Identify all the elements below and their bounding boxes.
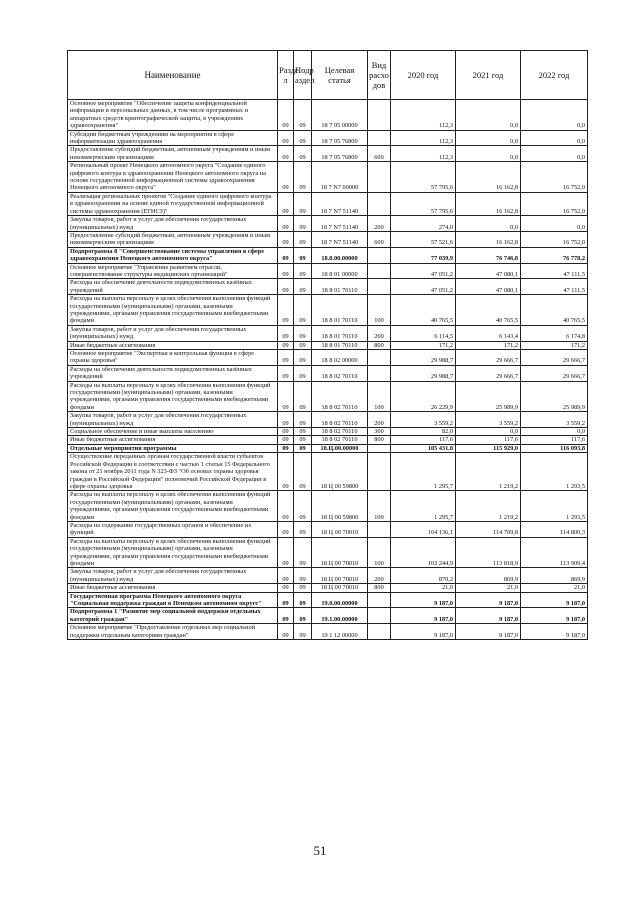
- row-2020: 112,3: [391, 130, 456, 146]
- row-statya: 18 7 N7 51140: [312, 231, 368, 247]
- row-2020: 274,0: [391, 216, 456, 232]
- row-2020: 9 187,0: [391, 592, 456, 608]
- row-2021: 0,0: [456, 216, 521, 232]
- row-2022: 9 187,0: [521, 624, 588, 640]
- row-2021: 9 187,0: [456, 624, 521, 640]
- row-2021: 0,0: [456, 146, 521, 162]
- row-podrazdel: 09: [294, 412, 312, 428]
- table-row: [68, 444, 588, 452]
- row-razdel: 09: [278, 381, 294, 412]
- row-2022: 171,2: [521, 341, 588, 349]
- table-row: [68, 381, 588, 412]
- row-razdel: 09: [278, 444, 294, 452]
- row-2021: 16 162,8: [456, 192, 521, 215]
- table-row: [68, 216, 588, 232]
- row-2020: 1 295,7: [391, 453, 456, 491]
- row-podrazdel: 09: [294, 365, 312, 381]
- table-row: [68, 428, 588, 436]
- table-row: [68, 521, 588, 537]
- row-vid: [368, 365, 391, 381]
- row-razdel: 09: [278, 436, 294, 444]
- row-2022: 117,6: [521, 436, 588, 444]
- row-statya: 18 8 02 00000: [312, 350, 368, 366]
- row-2022: 0,0: [521, 146, 588, 162]
- row-2021: 47 080,1: [456, 263, 521, 279]
- row-statya: 18 Ц 00 70010: [312, 521, 368, 537]
- row-2020: 112,3: [391, 100, 456, 131]
- table-row: [68, 624, 588, 640]
- row-2021: 3 559,2: [456, 412, 521, 428]
- row-razdel: 09: [278, 608, 294, 624]
- row-2020: 117,6: [391, 436, 456, 444]
- row-statya: 18 8 02 70110: [312, 365, 368, 381]
- row-name: Основное мероприятие "Обеспечение защиты конфиденциальной информации и персональных данных, в том числе программных и аппаратных средств криптографической защиты, в учреждениях здравоохранения": [68, 100, 278, 131]
- row-podrazdel: 09: [294, 247, 312, 263]
- table-row: [68, 146, 588, 162]
- row-2022: 0,0: [521, 216, 588, 232]
- row-name: Расходы на обеспечение деятельности подведомственных казённых учреждений: [68, 279, 278, 295]
- row-podrazdel: 09: [294, 381, 312, 412]
- row-statya: 19.1.00.00000: [312, 608, 368, 624]
- row-vid: [368, 263, 391, 279]
- row-podrazdel: 09: [294, 444, 312, 452]
- row-razdel: 09: [278, 341, 294, 349]
- table-row: [68, 568, 588, 584]
- table-row: [68, 584, 588, 592]
- row-2022: 1 293,5: [521, 491, 588, 522]
- row-razdel: 09: [278, 231, 294, 247]
- row-2022: 40 765,5: [521, 295, 588, 326]
- row-podrazdel: 09: [294, 491, 312, 522]
- row-2022: 21,0: [521, 584, 588, 592]
- row-razdel: 09: [278, 325, 294, 341]
- row-vid: [368, 444, 391, 452]
- row-statya: 18 Ц 00 70010: [312, 584, 368, 592]
- row-statya: 18.Ц.00.00000: [312, 444, 368, 452]
- row-podrazdel: 09: [294, 216, 312, 232]
- row-vid: [368, 279, 391, 295]
- row-2022: 0,0: [521, 100, 588, 131]
- row-vid: 100: [368, 537, 391, 568]
- table-row: [68, 365, 588, 381]
- row-2020: 9 187,0: [391, 608, 456, 624]
- row-vid: [368, 100, 391, 131]
- row-podrazdel: 09: [294, 341, 312, 349]
- table-row: [68, 436, 588, 444]
- row-razdel: 09: [278, 130, 294, 146]
- row-2022: 113 909,4: [521, 537, 588, 568]
- row-2021: 0,0: [456, 428, 521, 436]
- row-vid: 800: [368, 341, 391, 349]
- table-row: [68, 412, 588, 428]
- row-razdel: 09: [278, 247, 294, 263]
- row-statya: 19 1 12 00000: [312, 624, 368, 640]
- table-row: [68, 247, 588, 263]
- row-2021: 40 765,5: [456, 295, 521, 326]
- row-razdel: 09: [278, 412, 294, 428]
- row-statya: 18 8 01 00000: [312, 263, 368, 279]
- row-2022: 47 111,5: [521, 263, 588, 279]
- table-row: [68, 231, 588, 247]
- header-2022: 2022 год: [521, 51, 588, 100]
- row-podrazdel: 09: [294, 279, 312, 295]
- row-podrazdel: 09: [294, 162, 312, 193]
- row-vid: 300: [368, 428, 391, 436]
- row-2021: 9 187,0: [456, 592, 521, 608]
- row-name: Субсидии бюджетным учреждениям на мероприятия в сфере информатизации здравоохранения: [68, 130, 278, 146]
- table-row: [68, 279, 588, 295]
- row-razdel: 09: [278, 350, 294, 366]
- row-vid: 200: [368, 412, 391, 428]
- row-statya: 18 8 01 70110: [312, 295, 368, 326]
- row-2021: 29 666,7: [456, 365, 521, 381]
- row-2022: 29 666,7: [521, 350, 588, 366]
- row-vid: 600: [368, 231, 391, 247]
- row-statya: 18 7 N7 51140: [312, 216, 368, 232]
- row-name: Расходы на выплаты персоналу в целях обеспечения выполнения функций государственными (муниципальными) органами, казенными учреждениями, органами управления государственными внебюджетными фондами: [68, 381, 278, 412]
- row-2021: 16 162,8: [456, 162, 521, 193]
- table-row: [68, 100, 588, 131]
- row-statya: 18 8 01 70110: [312, 325, 368, 341]
- table-row: [68, 162, 588, 193]
- row-podrazdel: 09: [294, 624, 312, 640]
- row-razdel: 09: [278, 491, 294, 522]
- row-razdel: 09: [278, 279, 294, 295]
- row-razdel: 09: [278, 100, 294, 131]
- row-podrazdel: 09: [294, 428, 312, 436]
- row-razdel: 09: [278, 521, 294, 537]
- row-statya: 18 7 05 00000: [312, 100, 368, 131]
- row-2021: 114 709,8: [456, 521, 521, 537]
- row-vid: [368, 247, 391, 263]
- row-statya: 18 Ц 00 70010: [312, 537, 368, 568]
- row-vid: [368, 192, 391, 215]
- row-2021: 1 219,2: [456, 491, 521, 522]
- row-2022: 3 559,2: [521, 412, 588, 428]
- row-2020: 57 521,6: [391, 231, 456, 247]
- row-2020: 21,0: [391, 584, 456, 592]
- row-podrazdel: 09: [294, 584, 312, 592]
- row-podrazdel: 09: [294, 263, 312, 279]
- row-statya: 18 7 05 76800: [312, 130, 368, 146]
- row-name: Расходы на выплаты персоналу в целях обеспечения выполнения функций государственными (муниципальными) органами, казенными учреждениями, органами управления государственными внебюджетными фондами: [68, 491, 278, 522]
- row-statya: 18 8 02 70110: [312, 428, 368, 436]
- row-razdel: 09: [278, 584, 294, 592]
- row-2021: 9 187,0: [456, 608, 521, 624]
- row-razdel: 09: [278, 568, 294, 584]
- row-vid: 800: [368, 584, 391, 592]
- row-2022: 116 093,8: [521, 444, 588, 452]
- row-name: Реализация региональных проектов "Создание единого цифрового контура в здравоохранении на основе единой государственной информационной системы здравоохранения (ЕГИСЗ)": [68, 192, 278, 215]
- row-2021: 171,2: [456, 341, 521, 349]
- row-2021: 29 666,7: [456, 350, 521, 366]
- row-statya: 18 Ц 00 70010: [312, 568, 368, 584]
- row-2021: 6 143,4: [456, 325, 521, 341]
- row-2021: 0,0: [456, 100, 521, 131]
- row-name: Иные бюджетные ассигнования: [68, 436, 278, 444]
- row-podrazdel: 09: [294, 568, 312, 584]
- row-statya: 18 8 01 70110: [312, 341, 368, 349]
- row-statya: 18 8 02 70110: [312, 381, 368, 412]
- row-2021: 47 080,1: [456, 279, 521, 295]
- row-2021: 1 219,2: [456, 453, 521, 491]
- row-2020: 105 431,8: [391, 444, 456, 452]
- row-vid: 600: [368, 146, 391, 162]
- header-2020: 2020 год: [391, 51, 456, 100]
- row-2020: 112,3: [391, 146, 456, 162]
- row-razdel: 09: [278, 216, 294, 232]
- row-2022: 9 187,0: [521, 592, 588, 608]
- row-2022: 0,0: [521, 130, 588, 146]
- row-vid: 200: [368, 568, 391, 584]
- row-podrazdel: 09: [294, 537, 312, 568]
- row-razdel: 09: [278, 537, 294, 568]
- table-row: [68, 350, 588, 366]
- row-statya: 18 7 N7 51140: [312, 192, 368, 215]
- row-2020: 3 559,2: [391, 412, 456, 428]
- row-2022: 6 174,8: [521, 325, 588, 341]
- page-number: 51: [313, 843, 327, 858]
- row-2020: 9 187,0: [391, 624, 456, 640]
- row-2021: 0,0: [456, 130, 521, 146]
- row-vid: [368, 521, 391, 537]
- row-2021: 117,6: [456, 436, 521, 444]
- row-2022: 16 752,0: [521, 231, 588, 247]
- row-2020: 104 136,1: [391, 521, 456, 537]
- row-2020: 57 795,6: [391, 162, 456, 193]
- table-row: [68, 325, 588, 341]
- row-name: Основное мероприятие "Предоставление отдельных мер социальной поддержки отдельным категориям граждан": [68, 624, 278, 640]
- row-2021: 869,9: [456, 568, 521, 584]
- row-name: Государственная программа Ненецкого автономного округа "Социальная поддержка граждан в Ненецком автономном округе": [68, 592, 278, 608]
- row-statya: 18 8 01 70110: [312, 279, 368, 295]
- row-2020: 47 051,2: [391, 279, 456, 295]
- row-2020: 40 765,5: [391, 295, 456, 326]
- header-statya: Целевая статья: [312, 51, 368, 100]
- header-row: [68, 51, 588, 100]
- row-name: Закупка товаров, работ и услуг для обеспечения государственных (муниципальных) нужд: [68, 412, 278, 428]
- row-statya: 18 Ц 00 59800: [312, 453, 368, 491]
- row-vid: 200: [368, 325, 391, 341]
- row-vid: [368, 608, 391, 624]
- row-podrazdel: 09: [294, 453, 312, 491]
- row-vid: 200: [368, 216, 391, 232]
- row-name: Иные бюджетные ассигнования: [68, 584, 278, 592]
- row-2022: 1 293,5: [521, 453, 588, 491]
- header-2021: 2021 год: [456, 51, 521, 100]
- row-2022: 25 989,9: [521, 381, 588, 412]
- row-2022: 16 752,0: [521, 192, 588, 215]
- row-2021: 16 162,8: [456, 231, 521, 247]
- row-razdel: 09: [278, 192, 294, 215]
- row-2020: 26 229,9: [391, 381, 456, 412]
- row-vid: [368, 130, 391, 146]
- row-statya: 18 7 05 76800: [312, 146, 368, 162]
- row-podrazdel: 09: [294, 608, 312, 624]
- row-2020: 29 988,7: [391, 365, 456, 381]
- row-vid: [368, 624, 391, 640]
- row-name: Подпрограмма 1 "Развитие мер социальной поддержки отдельных категорий граждан": [68, 608, 278, 624]
- row-name: Закупка товаров, работ и услуг для обеспечения государственных (муниципальных) нужд: [68, 325, 278, 341]
- row-2022: 29 666,7: [521, 365, 588, 381]
- row-vid: [368, 162, 391, 193]
- row-vid: [368, 453, 391, 491]
- row-razdel: 09: [278, 592, 294, 608]
- row-name: Предоставление субсидий бюджетным, автономным учреждениям и иным некоммерческим организациям: [68, 231, 278, 247]
- row-statya: 19.0.00.00000: [312, 592, 368, 608]
- row-statya: 18 7 N7 00000: [312, 162, 368, 193]
- header-vid: Вид расхо дов: [368, 51, 391, 100]
- row-2022: 0,0: [521, 428, 588, 436]
- row-name: Основное мероприятие "Экспертная и контрольная функция в сфере охраны здоровья": [68, 350, 278, 366]
- row-name: Подпрограмма 8 "Совершенствование системы управления в сфере здравоохранения Ненецкого автономного округа": [68, 247, 278, 263]
- header-name: Наименование: [68, 51, 278, 100]
- row-vid: 100: [368, 491, 391, 522]
- row-podrazdel: 09: [294, 592, 312, 608]
- row-2020: 103 244,9: [391, 537, 456, 568]
- budget-table: [67, 50, 588, 640]
- row-podrazdel: 09: [294, 192, 312, 215]
- row-name: Закупка товаров, работ и услуг для обеспечения государственных (муниципальных) нужд: [68, 216, 278, 232]
- row-2022: 76 778,2: [521, 247, 588, 263]
- row-name: Основное мероприятие "Управление развитием отрасли, совершенствование структуры медицинских организаций": [68, 263, 278, 279]
- row-name: Социальное обеспечение и иные выплаты населению: [68, 428, 278, 436]
- row-name: Региональный проект Ненецкого автономного округа "Создание единого цифрового контура в здравоохранении Ненецкого автономного округа на основе государственной информационной системы здравоохранения Ненецкого автономного округа": [68, 162, 278, 193]
- row-statya: 18 Ц 00 59800: [312, 491, 368, 522]
- row-statya: 18 8 02 70110: [312, 412, 368, 428]
- row-2022: 16 752,0: [521, 162, 588, 193]
- row-podrazdel: 09: [294, 231, 312, 247]
- row-2020: 57 795,6: [391, 192, 456, 215]
- header-podrazdel: Подр аздел: [294, 51, 312, 100]
- table-row: [68, 537, 588, 568]
- row-razdel: 09: [278, 365, 294, 381]
- row-podrazdel: 09: [294, 521, 312, 537]
- row-vid: 100: [368, 295, 391, 326]
- row-2022: 47 111,5: [521, 279, 588, 295]
- row-podrazdel: 09: [294, 146, 312, 162]
- row-name: Расходы на выплаты персоналу в целях обеспечения выполнения функций государственными (муниципальными) органами, казенными учреждениями, органами управления государственными внебюджетными фондами: [68, 537, 278, 568]
- row-2020: 1 295,7: [391, 491, 456, 522]
- row-name: Расходы на обеспечение деятельности подведомственных казённых учреждений: [68, 365, 278, 381]
- row-razdel: 09: [278, 263, 294, 279]
- row-2022: 869,9: [521, 568, 588, 584]
- row-name: Иные бюджетные ассигнования: [68, 341, 278, 349]
- row-2021: 113 818,9: [456, 537, 521, 568]
- row-vid: [368, 350, 391, 366]
- row-razdel: 09: [278, 162, 294, 193]
- row-2020: 870,2: [391, 568, 456, 584]
- table-row: [68, 341, 588, 349]
- row-name: Предоставление субсидий бюджетным, автономным учреждениям и иным некоммерческим организациям: [68, 146, 278, 162]
- row-2020: 77 039,9: [391, 247, 456, 263]
- row-vid: [368, 592, 391, 608]
- row-2021: 21,0: [456, 584, 521, 592]
- table-row: [68, 130, 588, 146]
- row-podrazdel: 09: [294, 130, 312, 146]
- row-podrazdel: 09: [294, 325, 312, 341]
- table-body: [68, 100, 588, 640]
- row-vid: 800: [368, 436, 391, 444]
- row-name: Закупка товаров, работ и услуг для обеспечения государственных (муниципальных) нужд: [68, 568, 278, 584]
- row-name: Расходы на выплаты персоналу в целях обеспечения выполнения функций государственными (муниципальными) органами, казенными учреждениями, органами управления государственными внебюджетными фондами: [68, 295, 278, 326]
- row-podrazdel: 09: [294, 350, 312, 366]
- row-razdel: 09: [278, 453, 294, 491]
- table-row: [68, 608, 588, 624]
- table-row: [68, 453, 588, 491]
- row-statya: 18 8 02 70110: [312, 436, 368, 444]
- row-2020: 47 051,2: [391, 263, 456, 279]
- table-row: [68, 592, 588, 608]
- row-razdel: 09: [278, 624, 294, 640]
- row-2021: 25 989,9: [456, 381, 521, 412]
- row-2022: 114 800,3: [521, 521, 588, 537]
- table-row: [68, 263, 588, 279]
- table-row: [68, 192, 588, 215]
- row-name: Расходы на содержание государственных органов и обеспечение их функций: [68, 521, 278, 537]
- row-razdel: 09: [278, 295, 294, 326]
- row-podrazdel: 09: [294, 436, 312, 444]
- row-vid: 100: [368, 381, 391, 412]
- row-2021: 76 746,8: [456, 247, 521, 263]
- table-row: [68, 295, 588, 326]
- row-statya: 18.8.00.00000: [312, 247, 368, 263]
- row-2022: 9 187,0: [521, 608, 588, 624]
- header-razdel: Разде л: [278, 51, 294, 100]
- table-row: [68, 491, 588, 522]
- row-podrazdel: 09: [294, 100, 312, 131]
- row-2020: 29 988,7: [391, 350, 456, 366]
- row-2020: 82,0: [391, 428, 456, 436]
- row-razdel: 09: [278, 146, 294, 162]
- row-razdel: 09: [278, 428, 294, 436]
- row-podrazdel: 09: [294, 295, 312, 326]
- row-2020: 171,2: [391, 341, 456, 349]
- row-2021: 115 929,0: [456, 444, 521, 452]
- row-name: Отдельные мероприятия программы: [68, 444, 278, 452]
- row-2020: 6 114,5: [391, 325, 456, 341]
- row-name: Осуществление переданных органам государственной власти субъектов Российской Федерации в соответствии с частью 1 статьи 15 Федерального закона от 21 ноября 2011 года N 323-ФЗ "Об основах охраны здоровья граждан в Российской Федерации" полномочий Российской Федерации в сфере охраны здоровья: [68, 453, 278, 491]
